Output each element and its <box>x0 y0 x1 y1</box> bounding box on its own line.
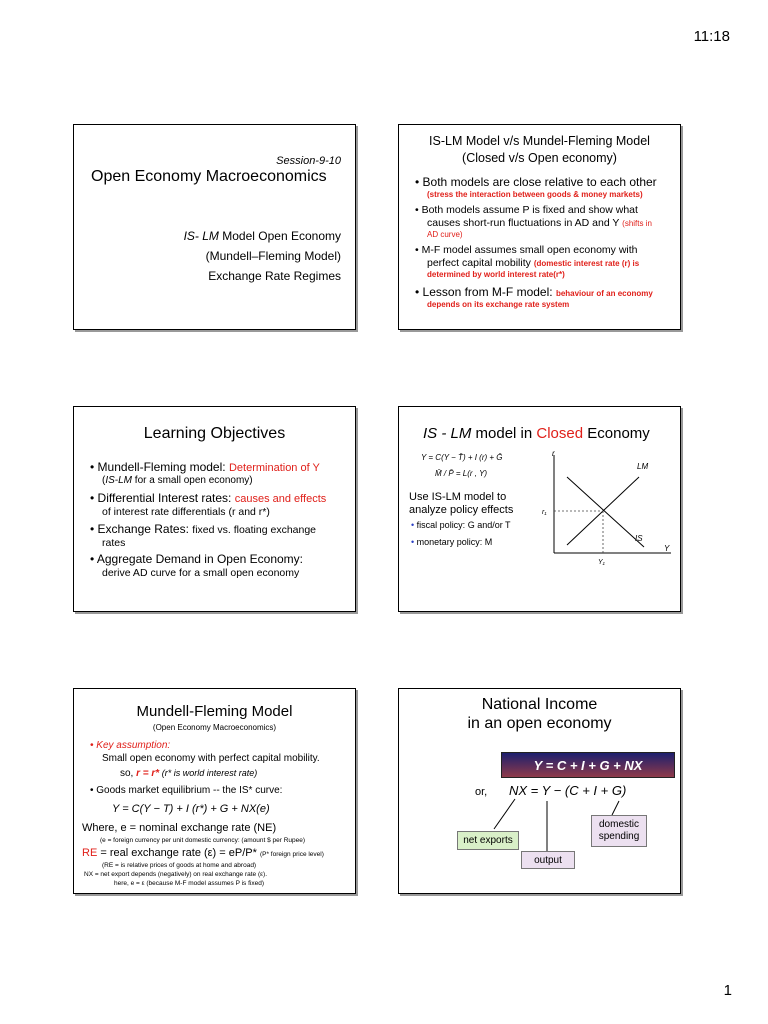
time-label: 11:18 <box>693 28 730 45</box>
is-lm-diagram <box>539 447 679 572</box>
slide-is-lm-vs-mf <box>398 124 681 330</box>
subtitle-line-3: Exchange Rate Regimes <box>208 269 341 283</box>
monetary-policy: • monetary policy: M <box>411 537 493 547</box>
bullet-2-line-2: of interest rate differentials (r and r*) <box>102 506 270 518</box>
real-exchange-rate: RE = real exchange rate (ε) = eP/P* (P* foreign price level) <box>82 847 324 859</box>
bullet-3-line-2: perfect capital mobility (domestic interest rate (r) is <box>427 257 640 269</box>
r1-label: r₁ <box>542 509 547 516</box>
real-rate-note: (RE = is relative prices of goods at home and abroad) <box>102 862 257 869</box>
slide-title-line-2: (Closed v/s Open economy) <box>462 151 617 165</box>
where-nominal-rate: Where, e = nominal exchange rate (NE) <box>82 822 277 834</box>
domestic-spending-arrow <box>612 801 619 815</box>
is-label: IS <box>635 534 643 543</box>
is-star-equation: Y = C(Y − T) + I (r*) + G + NX(e) <box>112 803 270 815</box>
slide-learning-objectives <box>73 406 356 612</box>
bullet-4-line-2: derive AD curve for a small open economy <box>102 567 300 579</box>
y-axis-label: Y <box>664 544 670 553</box>
slide-title: Mundell-Fleming Model <box>136 703 293 720</box>
bullet-2-line-2: causes short-run fluctuations in AD and Y (shifts in <box>427 217 652 229</box>
national-income-equation: Y = C + I + G + NX <box>501 752 675 778</box>
r-axis-label: r <box>552 449 555 458</box>
domestic-spending-label: domestic spending <box>591 815 647 847</box>
output-label: output <box>521 851 575 869</box>
slide-title-line-1: National Income <box>481 696 598 713</box>
bullet-1: • Both models are close relative to each other <box>415 175 657 189</box>
net-export-note: NX = net export depends (negatively) on real exchange rate (ε). <box>84 871 268 878</box>
y1-label: Y₁ <box>598 559 605 566</box>
bullet-2-note: AD curve) <box>427 230 463 239</box>
net-exports-label: net exports <box>457 831 519 850</box>
slide-title-line-2: in an open economy <box>467 715 612 732</box>
subtitle-line-1: IS- LM Model Open Economy <box>183 229 341 243</box>
key-assumption-line-1: Small open economy with perfect capital mobility. <box>102 753 320 764</box>
fiscal-policy: • fiscal policy: G and/or T <box>411 520 511 530</box>
bullet-4: • Aggregate Demand in Open Economy: <box>90 552 303 566</box>
slide-title: IS - LM model in Closed Economy <box>423 425 650 442</box>
bullet-4: • Lesson from M-F model: behaviour of an economy <box>415 285 653 299</box>
key-assumption: • Key assumption: <box>90 740 171 751</box>
slide-title-line-1: IS-LM Model v/s Mundel-Fleming Model <box>429 134 650 148</box>
key-assumption-line-2: so, r = r* (r* is world interest rate) <box>120 768 258 779</box>
use-line-2: analyze policy effects <box>409 504 514 516</box>
bullet-1-note: (stress the interaction between goods & money markets) <box>427 190 643 199</box>
slide-mundell-fleming <box>73 688 356 894</box>
bullet-2: • Differential Interest rates: causes and effects <box>90 491 327 505</box>
equation-is: Y = C(Y − T̄) + I (r) + Ḡ <box>421 453 503 462</box>
bullet-3: • M-F model assumes small open economy with <box>415 244 638 256</box>
fixed-price-note: here, e = ε (because M-F model assumes P is fixed) <box>114 880 264 887</box>
nominal-rate-note: (e = foreign currency per unit domestic currency: (amount $ per Rupee) <box>100 837 306 844</box>
net-exports-arrow <box>494 799 515 829</box>
lm-label: LM <box>637 462 649 471</box>
subtitle-line-2: (Mundell–Fleming Model) <box>205 249 341 263</box>
slide-open-economy <box>73 124 356 330</box>
slide-subtitle: (Open Economy Macroeconomics) <box>152 723 277 732</box>
or-label: or, <box>475 786 488 798</box>
is-curve <box>567 477 644 547</box>
bullet-4-note: depends on its exchange rate system <box>427 300 570 309</box>
slide-is-lm-closed <box>398 406 681 612</box>
equation-lm: M̄ / P̄ = L(r , Y) <box>435 469 488 478</box>
goods-market-bullet: • Goods market equilibrium -- the IS* curve: <box>90 785 283 796</box>
use-line-1: Use IS-LM model to <box>409 491 507 503</box>
bullet-1-line-2: (IS-LM for a small open economy) <box>102 475 253 486</box>
bullet-3-line-2: rates <box>102 537 126 549</box>
bullet-2: • Both models assume P is fixed and show what <box>415 204 638 216</box>
slide-national-income <box>398 688 681 894</box>
slide-title: Learning Objectives <box>143 425 286 442</box>
page-number: 1 <box>723 982 732 999</box>
bullet-3: • Exchange Rates: fixed vs. floating exchange <box>90 522 317 536</box>
slide-title: Open Economy Macroeconomics <box>91 168 327 185</box>
net-exports-equation: NX = Y − (C + I + G) <box>509 783 627 798</box>
bullet-3-note: determined by world interest rate(r*) <box>427 270 565 279</box>
bullet-1: • Mundell-Fleming model: Determination of Y <box>90 460 320 474</box>
session-label: Session-9-10 <box>276 155 341 167</box>
